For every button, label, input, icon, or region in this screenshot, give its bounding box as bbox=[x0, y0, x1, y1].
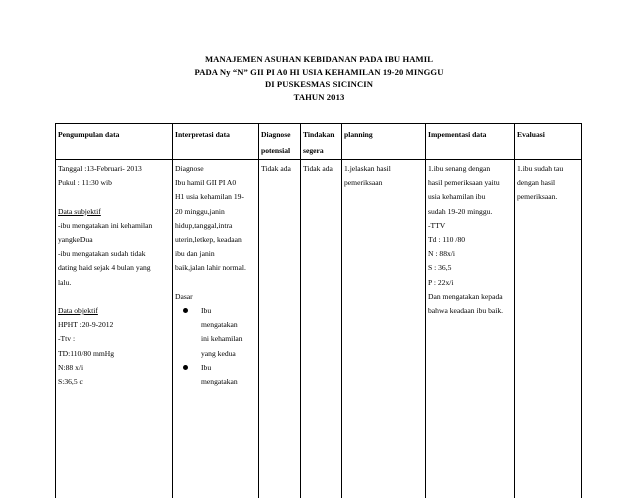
cell-tindakan bbox=[301, 160, 342, 498]
implementasi-line-9: P : 22x/i bbox=[428, 276, 512, 290]
header-diagnose-line-2: potensial bbox=[261, 143, 298, 159]
implementasi-line-6: Td : 110 /80 bbox=[428, 233, 512, 247]
header-diagnose bbox=[259, 124, 301, 160]
implementasi-line-1: 1.ibu senang dengan bbox=[428, 162, 512, 176]
implementasi-line-4: sudah 19-20 minggu. bbox=[428, 205, 512, 219]
cell-implementasi bbox=[426, 160, 515, 498]
subjektif-line-5: lalu. bbox=[58, 276, 170, 290]
implementasi-line-5: -TTV bbox=[428, 219, 512, 233]
spacer bbox=[58, 190, 170, 204]
implementasi-line-8: S : 36,5 bbox=[428, 261, 512, 275]
bullet-text: Ibu bbox=[201, 306, 211, 315]
title-line-3: DI PUSKESMAS SICINCIN bbox=[0, 78, 638, 91]
header-tindakan-line-1: Tindakan bbox=[303, 127, 339, 143]
bullet-text: Ibu bbox=[201, 363, 211, 372]
subjektif-line-4: dating haid sejak 4 bulan yang bbox=[58, 261, 170, 275]
bullet-continuation: mengatakan bbox=[175, 375, 256, 389]
implementasi-line-3: usia kehamilan ibu bbox=[428, 190, 512, 204]
interpretasi-line-3: H1 usia kehamilan 19- bbox=[175, 190, 256, 204]
tindakan-value: Tidak ada bbox=[303, 162, 339, 176]
cell-pengumpulan bbox=[56, 160, 173, 498]
ttv-text: -Ttv : bbox=[58, 332, 170, 346]
subjektif-label: Data subjektif bbox=[58, 205, 170, 219]
nadi-text: N:88 x/i bbox=[58, 361, 170, 375]
header-tindakan-line-2: segera bbox=[303, 143, 339, 159]
title-line-2: PADA Ny “N” GII PI A0 HI USIA KEHAMILAN 19-20 MINGGU bbox=[0, 66, 638, 79]
cell-diagnose bbox=[259, 160, 301, 498]
implementasi-line-11: bahwa keadaan ibu baik. bbox=[428, 304, 512, 318]
cell-planning bbox=[342, 160, 426, 498]
suhu-text: S:36,5 c bbox=[58, 375, 170, 389]
implementasi-line-10: Dan mengatakan kepada bbox=[428, 290, 512, 304]
spacer bbox=[58, 290, 170, 304]
header-evaluasi: Evaluasi bbox=[515, 124, 582, 160]
cell-evaluasi bbox=[515, 160, 582, 498]
subjektif-line-2: yangkeDua bbox=[58, 233, 170, 247]
dasar-label: Dasar bbox=[175, 290, 256, 304]
interpretasi-line-1: Diagnose bbox=[175, 162, 256, 176]
evaluasi-line-3: pemeriksaan. bbox=[517, 190, 579, 204]
header-tindakan bbox=[301, 124, 342, 160]
subjektif-line-1: -ibu mengatakan ini kehamilan bbox=[58, 219, 170, 233]
bullet-dot-icon bbox=[183, 308, 188, 313]
implementasi-line-2: hasil pemeriksaan yaitu bbox=[428, 176, 512, 190]
implementasi-line-7: N : 88x/i bbox=[428, 247, 512, 261]
hpht-text: HPHT :20-9-2012 bbox=[58, 318, 170, 332]
title-line-1: MANAJEMEN ASUHAN KEBIDANAN PADA IBU HAMIL bbox=[0, 53, 638, 66]
table-row bbox=[56, 160, 582, 498]
header-implementasi: Impementasi data bbox=[426, 124, 515, 160]
header-diagnose-line-1: Diagnose bbox=[261, 127, 298, 143]
bullet-item bbox=[175, 361, 256, 375]
interpretasi-line-7: ibu dan janin bbox=[175, 247, 256, 261]
objektif-label: Data objektif bbox=[58, 304, 170, 318]
evaluasi-line-2: dengan hasil bbox=[517, 176, 579, 190]
bullet-continuation: mengatakan bbox=[175, 318, 256, 332]
evaluasi-line-1: 1.ibu sudah tau bbox=[517, 162, 579, 176]
header-pengumpulan: Pengumpulan data bbox=[56, 124, 173, 160]
cell-interpretasi bbox=[173, 160, 259, 498]
planning-line-1: 1.jelaskan hasil bbox=[344, 162, 423, 176]
asuhan-table bbox=[55, 123, 582, 498]
bullet-dot-icon bbox=[183, 365, 188, 370]
planning-line-2: pemeriksaan bbox=[344, 176, 423, 190]
interpretasi-line-6: uterin,letkep, keadaan bbox=[175, 233, 256, 247]
interpretasi-line-4: 20 minggu,janin bbox=[175, 205, 256, 219]
tanggal-text: Tanggal :13-Februari- 2013 bbox=[58, 162, 170, 176]
header-planning: planning bbox=[342, 124, 426, 160]
pukul-text: Pukul : 11:30 wib bbox=[58, 176, 170, 190]
title-line-4: TAHUN 2013 bbox=[0, 91, 638, 104]
interpretasi-line-5: hidup,tanggal,intra bbox=[175, 219, 256, 233]
subjektif-line-3: -ibu mengatakan sudah tidak bbox=[58, 247, 170, 261]
bullet-continuation: yang kedua bbox=[175, 347, 256, 361]
document-title bbox=[0, 53, 638, 103]
diagnose-value: Tidak ada bbox=[261, 162, 298, 176]
spacer bbox=[175, 276, 256, 290]
td-text: TD:110/80 mmHg bbox=[58, 347, 170, 361]
header-interpretasi: Interpretasi data bbox=[173, 124, 259, 160]
interpretasi-line-2: Ibu hamil GII PI A0 bbox=[175, 176, 256, 190]
interpretasi-line-8: baik,jalan lahir normal. bbox=[175, 261, 256, 275]
bullet-continuation: ini kehamilan bbox=[175, 332, 256, 346]
header-row bbox=[56, 124, 582, 160]
bullet-item bbox=[175, 304, 256, 318]
